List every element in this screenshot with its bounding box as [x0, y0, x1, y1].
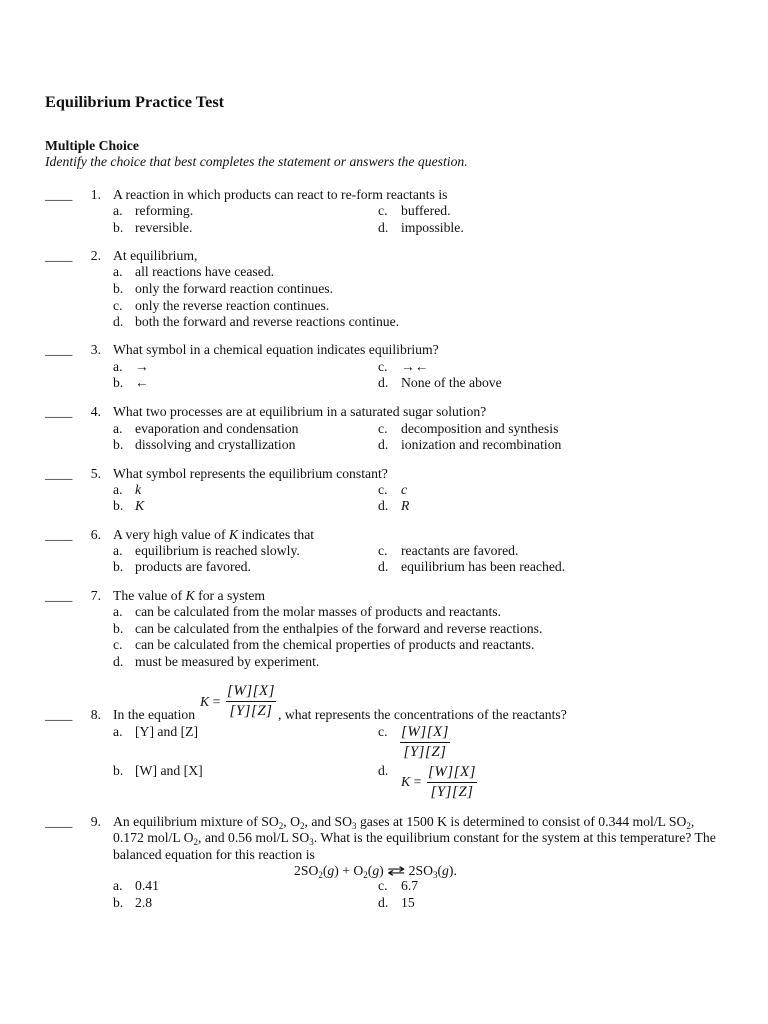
fraction-denominator: [Y][Z] — [430, 784, 474, 800]
choice-text: [W] and [X] — [135, 763, 203, 778]
choice-d — [378, 559, 565, 575]
question-stem — [113, 588, 265, 604]
choice-letter: b. — [113, 220, 124, 235]
choice-c — [113, 637, 534, 653]
choice-letter: d. — [378, 375, 389, 390]
choice-text: reversible. — [135, 220, 193, 235]
choice-letter: b. — [113, 498, 124, 513]
answer-blank: ____ — [45, 527, 73, 542]
choice-d — [378, 437, 561, 453]
equation-text: ( — [322, 863, 328, 878]
choice-text: dissolving and crystallization — [135, 437, 296, 452]
subscript: 3 — [352, 821, 357, 831]
question-stem-end: , what represents the concentrations of the reactants? — [278, 707, 567, 722]
choice-c — [378, 421, 558, 437]
choice-letter: d. — [378, 220, 389, 235]
choice-symbol: k — [135, 482, 142, 497]
stem-text: for a system — [194, 588, 266, 603]
subscript: 3 — [432, 870, 438, 880]
choice-letter: b. — [113, 437, 124, 452]
choice-letter: b. — [113, 763, 124, 778]
question-stem: At equilibrium, — [113, 248, 198, 263]
state-symbol: g — [372, 863, 380, 878]
question-number: 8. — [90, 707, 101, 722]
question-stem: A reaction in which products can react to re-form reactants is — [113, 187, 448, 202]
equation-text: 2SO — [408, 863, 433, 878]
choice-letter: d. — [378, 498, 389, 513]
choice-d — [113, 654, 319, 670]
choice-letter: a. — [113, 203, 123, 218]
choice-b — [113, 498, 144, 514]
subscript: 3 — [309, 837, 314, 847]
question-number: 3. — [90, 342, 101, 357]
question-stem-line — [113, 830, 716, 846]
choice-d-fraction — [427, 766, 477, 799]
choice-a — [113, 604, 501, 620]
choice-text: 15 — [401, 895, 415, 910]
choice-c — [378, 203, 451, 219]
fraction-denominator: [Y][Z] — [403, 744, 447, 760]
question-stem: What two processes are at equilibrium in a saturated sugar solution? — [113, 404, 487, 419]
choice-letter: a. — [113, 359, 123, 374]
variable-k: K — [200, 694, 210, 709]
choice-text: can be calculated from the molar masses of products and reactants. — [135, 604, 501, 619]
left-arrow-symbol: ← — [135, 375, 149, 390]
answer-blank: ____ — [45, 187, 73, 202]
answer-blank: ____ — [45, 404, 73, 419]
choice-a — [113, 203, 193, 219]
balanced-equation — [294, 863, 457, 879]
equals-sign: = — [413, 774, 422, 789]
choice-text: 0.41 — [135, 878, 159, 893]
question-stem-line — [113, 814, 694, 830]
choice-letter: a. — [113, 724, 123, 739]
equation-lhs — [200, 694, 220, 710]
answer-blank: ____ — [45, 248, 73, 263]
subscript: 2 — [278, 821, 284, 831]
choice-text: ionization and recombination — [401, 437, 562, 452]
variable-k: K — [185, 588, 195, 603]
answer-blank: ____ — [45, 342, 73, 357]
choice-d — [378, 375, 502, 391]
section-heading: Multiple Choice — [45, 138, 139, 153]
equals-sign: = — [212, 694, 221, 709]
choice-letter: d. — [378, 895, 389, 910]
choice-b — [113, 895, 152, 911]
choice-b — [113, 621, 542, 637]
choice-b — [113, 763, 203, 779]
variable-k: K — [228, 527, 239, 542]
choice-b — [113, 220, 192, 236]
choice-letter: d. — [378, 559, 389, 574]
choice-c — [378, 878, 418, 894]
choice-a — [113, 543, 300, 559]
choice-letter: a. — [113, 878, 123, 893]
stem-text: indicates that — [238, 527, 315, 542]
opposing-arrows-symbol: →← — [401, 359, 429, 374]
choice-c — [378, 724, 401, 740]
question-number: 7. — [90, 588, 101, 603]
choice-text: can be calculated from the chemical properties of products and reactants. — [135, 637, 535, 652]
fraction-numerator: [W][X] — [427, 766, 477, 783]
question-number: 5. — [90, 466, 101, 481]
answer-blank: ____ — [45, 707, 73, 722]
choice-b — [113, 281, 333, 297]
choice-d — [378, 498, 409, 514]
choice-text: all reactions have ceased. — [135, 264, 275, 279]
choice-b — [113, 559, 251, 575]
choice-letter: b. — [113, 559, 124, 574]
choice-text: 6.7 — [401, 878, 419, 893]
choice-text: products are favored. — [135, 559, 251, 574]
state-symbol: g — [442, 863, 449, 878]
choice-text: reforming. — [135, 203, 194, 218]
choice-letter: d. — [113, 314, 124, 329]
stem-text: . What is the equilibrium constant for the system at this temperature? The — [313, 830, 716, 845]
question-stem-line — [113, 847, 315, 863]
choice-a — [113, 359, 149, 375]
stem-text: balanced equation for this reaction is — [113, 847, 315, 862]
choice-letter: d. — [113, 654, 124, 669]
choice-c — [378, 482, 407, 498]
choice-letter: c. — [378, 482, 388, 497]
stem-text: A very high value of — [113, 527, 229, 542]
choice-c — [378, 543, 518, 559]
choice-d — [113, 314, 399, 330]
choice-letter: a. — [113, 264, 123, 279]
stem-text: , O — [283, 814, 300, 829]
question-number: 4. — [90, 404, 101, 419]
choice-text: decomposition and synthesis — [401, 421, 559, 436]
choice-d — [378, 895, 415, 911]
subscript: 2 — [686, 821, 691, 831]
choice-text: reactants are favored. — [401, 543, 519, 558]
choice-text: both the forward and reverse reactions continue. — [135, 314, 400, 329]
choice-text: buffered. — [401, 203, 451, 218]
choice-letter: d. — [378, 437, 389, 452]
answer-blank: ____ — [45, 814, 73, 829]
choice-letter: d. — [378, 763, 389, 778]
choice-text: only the reverse reaction continues. — [135, 298, 330, 313]
question-stem — [113, 527, 314, 543]
equation-text: ( — [437, 863, 443, 878]
answer-blank: ____ — [45, 466, 73, 481]
choice-text: evaporation and condensation — [135, 421, 299, 436]
choice-a — [113, 482, 141, 498]
choice-letter: a. — [113, 421, 123, 436]
choice-letter: b. — [113, 621, 124, 636]
fraction-numerator: [W][X] — [400, 726, 450, 743]
equilibrium-arrow-icon: ⇄ — [386, 864, 406, 879]
question-number: 9. — [90, 814, 101, 829]
answer-blank: ____ — [45, 588, 73, 603]
choice-text: can be calculated from the enthalpies of the forward and reverse reactions. — [135, 621, 543, 636]
choice-letter: c. — [378, 878, 388, 893]
equation-text: ). — [448, 863, 457, 878]
choice-text: equilibrium is reached slowly. — [135, 543, 300, 558]
choice-b — [113, 437, 295, 453]
variable-k: K — [401, 774, 411, 789]
equation-text: ) + O — [334, 863, 364, 878]
choice-letter: c. — [378, 203, 388, 218]
equation-text: ) — [379, 863, 384, 878]
question-number: 6. — [90, 527, 101, 542]
section-instructions: Identify the choice that best completes the statement or answers the question. — [45, 154, 468, 169]
choice-letter: c. — [378, 421, 388, 436]
choice-a — [113, 421, 298, 437]
choice-a — [113, 264, 274, 280]
subscript: 2 — [318, 870, 323, 880]
question-number: 2. — [90, 248, 101, 263]
equation-fraction — [226, 685, 276, 718]
choice-text: [Y] and [Z] — [135, 724, 199, 739]
right-arrow-symbol: → — [135, 359, 149, 374]
choice-letter: b. — [113, 895, 124, 910]
choice-text: None of the above — [401, 375, 502, 390]
choice-letter: c. — [378, 543, 388, 558]
fraction-denominator: [Y][Z] — [229, 703, 273, 719]
subscript: 2 — [300, 821, 305, 831]
stem-text: , and SO — [304, 814, 353, 829]
choice-letter: a. — [113, 482, 123, 497]
choice-letter: c. — [378, 724, 388, 739]
equation-text: ( — [367, 863, 373, 878]
choice-symbol: R — [401, 498, 410, 513]
choice-letter: b. — [113, 281, 124, 296]
choice-text: only the forward reaction continues. — [135, 281, 334, 296]
stem-text: , and 0.56 mol/L SO — [197, 830, 310, 845]
choice-c — [378, 359, 428, 375]
question-number: 1. — [90, 187, 101, 202]
subscript: 2 — [363, 870, 368, 880]
choice-symbol: c — [401, 482, 408, 497]
stem-text: The value of — [113, 588, 186, 603]
page-title: Equilibrium Practice Test — [45, 92, 225, 111]
choice-text: 2.8 — [135, 895, 153, 910]
choice-text: equilibrium has been reached. — [401, 559, 566, 574]
stem-text: gases at 1500 K is determined to consist of 0.344 mol/L SO — [356, 814, 687, 829]
equation-text: 2SO — [294, 863, 319, 878]
stem-text: 0.172 mol/L O — [113, 830, 194, 845]
question-stem-start: In the equation — [113, 707, 196, 722]
state-symbol: g — [327, 863, 335, 878]
choice-d — [378, 763, 401, 779]
choice-letter: c. — [113, 298, 123, 313]
choice-c-fraction — [400, 726, 450, 759]
choice-d-lhs — [401, 774, 421, 790]
question-stem: What symbol in a chemical equation indicates equilibrium? — [113, 342, 439, 357]
choice-symbol: K — [135, 498, 145, 513]
choice-text: must be measured by experiment. — [135, 654, 320, 669]
question-stem: What symbol represents the equilibrium constant? — [113, 466, 388, 481]
choice-text: impossible. — [401, 220, 464, 235]
stem-text: , — [690, 814, 695, 829]
choice-letter: a. — [113, 604, 123, 619]
choice-d — [378, 220, 464, 236]
choice-a — [113, 724, 198, 740]
choice-letter: c. — [378, 359, 388, 374]
choice-c — [113, 298, 329, 314]
subscript: 2 — [193, 837, 198, 847]
stem-text: An equilibrium mixture of SO — [113, 814, 279, 829]
choice-letter: a. — [113, 543, 123, 558]
choice-a — [113, 878, 159, 894]
fraction-numerator: [W][X] — [226, 685, 276, 702]
choice-letter: b. — [113, 375, 124, 390]
choice-b — [113, 375, 149, 391]
choice-letter: c. — [113, 637, 123, 652]
